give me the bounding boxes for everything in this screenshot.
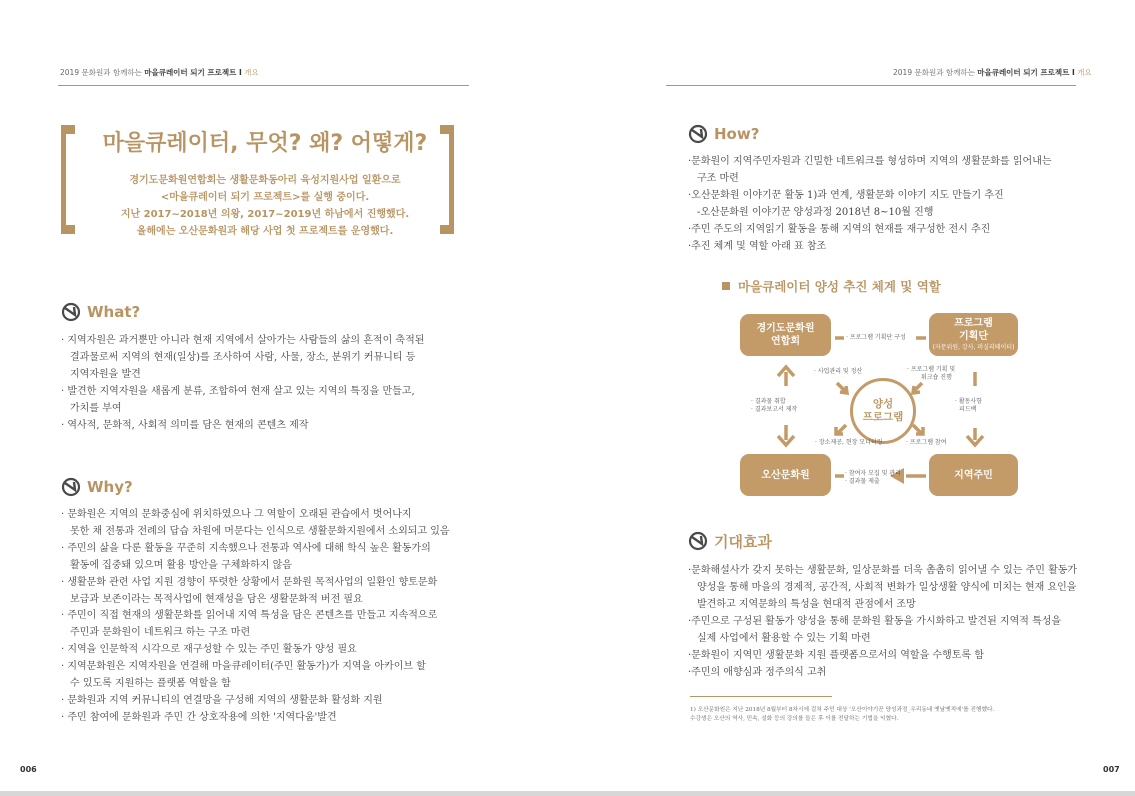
list-item: · 발견한 지역자원을 새롭게 분류, 조합하여 현재 살고 있는 지역의 특징을 만들고,: [61, 386, 415, 397]
center-training-program: [850, 378, 916, 444]
label-line: · 프로그램 기획 및: [907, 366, 956, 373]
footnote-rule: [690, 696, 832, 697]
section-mark-icon: [688, 531, 708, 551]
label-line: · 결과물 취합: [751, 398, 786, 405]
list-item: 실제 사업에서 활용할 수 있는 기획 마련: [697, 633, 871, 644]
node-label: 프로그램: [954, 318, 993, 329]
label-line: 워크숍 진행: [921, 374, 952, 381]
label-right: [955, 398, 982, 414]
label-top: · 프로그램 기획단 구성: [846, 334, 906, 341]
diagram-title-text: 마을큐레이터 양성 추진 체계 및 역할: [738, 279, 941, 294]
section-effect-heading: [688, 530, 772, 552]
node-label: 연합회: [771, 336, 800, 347]
page-number-left: 006: [20, 765, 37, 774]
list-item: 양성을 통해 마을의 경제적, 공간적, 사회적 변화가 일상생활 양식에 미치는 현재 요인을: [697, 582, 1077, 593]
running-header-right: 2019 문화원과 함께하는 마을큐레이터 되기 프로젝트 I 개요: [893, 68, 1092, 77]
list-item: · 문화원은 지역의 문화중심에 위치하였으나 그 역할이 오래된 관습에서 벗어나지: [61, 509, 412, 520]
intro-line: 지난 2017~2018년 의왕, 2017~2019년 하남에서 진행했다.: [120, 209, 410, 220]
list-item: 결과물로써 지역의 현재(일상)를 조사하여 사람, 사물, 장소, 분위기 커뮤니티 등: [70, 352, 416, 363]
list-item: · 주민이 직접 현재의 생활문화를 읽어내 지역 특성을 담은 콘텐츠를 만들고 지속적으로: [61, 610, 438, 622]
label-lower-left: · 장소제공, 현장 모니터링: [815, 439, 883, 446]
center-label: 프로그램: [862, 411, 904, 423]
list-item: 구조 마련: [697, 173, 739, 184]
intro-line: 경기도문화원연합회는 생활문화동아리 육성지원사업 일환으로: [129, 175, 401, 186]
list-item: · 지역문화원은 지역자원을 연결해 마을큐레이터(주민 활동가)가 지역을 아카이브 할: [61, 661, 426, 673]
node-label: 오산문화원: [761, 469, 810, 481]
intro-line: <마을큐레이터 되기 프로젝트>를 실행 중이다.: [160, 192, 370, 203]
section-why-title: Why?: [87, 478, 133, 496]
list-item: 지역자원을 발견: [70, 369, 141, 380]
list-item: · 주민 참여에 문화원과 주민 간 상호작용에 의한 '지역다움'발견: [61, 711, 337, 723]
list-item: 주민과 문화원이 네트워크 하는 구조 마련: [70, 627, 251, 639]
footnote-line: 1) 오산문화원은 지난 2018년 8월부터 8차시에 걸쳐 주민 대상 '오산이야기꾼 양성과정_우리동네 옛날옛적에'를 진행했다.: [690, 707, 995, 713]
node-label: 기획단: [959, 331, 988, 342]
center-label: 양성: [872, 398, 894, 410]
intro-title: 마을큐레이터, 무엇? 왜? 어떻게?: [102, 131, 428, 156]
effect-list: [688, 562, 1077, 681]
list-item: 발견하고 지역문화의 특성을 현대적 관점에서 조망: [697, 599, 916, 610]
list-item: ·추진 체계 및 역할 아래 표 참조: [688, 241, 827, 252]
section-how-title: How?: [714, 125, 760, 143]
list-item: 활동에 집중돼 있으며 활용 방안을 구체화하지 않음: [70, 559, 292, 571]
list-item: · 지역을 인문학적 시각으로 재구성할 수 있는 주민 활동가 양성 필요: [61, 644, 357, 656]
list-item: -오산문화원 이야기꾼 양성과정 2018년 8~10월 진행: [697, 207, 934, 218]
label-line: · 결과보고서 제작: [751, 406, 798, 413]
label-bottom: [845, 470, 901, 486]
list-item: ·주민으로 구성된 활동가 양성을 통해 문화원 활동을 가시화하고 발견된 지역적 특성을: [688, 616, 1062, 627]
node-label: 지역주민: [954, 469, 993, 481]
list-item: ·오산문화원 이야기꾼 활동 1)과 연계, 생활문화 이야기 지도 만들기 추진: [688, 190, 1004, 201]
footnote: [690, 706, 994, 724]
intro-line: 올해에는 오산문화원과 해당 사업 첫 프로젝트를 운영했다.: [136, 226, 394, 237]
label-line: 피드백: [959, 406, 977, 413]
node-gyeonggi-federation: [740, 314, 831, 356]
list-item: · 역사적, 문화적, 사회적 의미를 담은 현재의 콘텐츠 제작: [61, 420, 309, 431]
section-effect-title: 기대효과: [714, 532, 772, 551]
node-program-planning-team: [929, 313, 1018, 356]
label-left: [751, 398, 797, 414]
list-item: · 지역자원은 과거뿐만 아니라 현재 지역에서 살아가는 사람들의 삶의 흔적이 축적된: [61, 335, 425, 346]
running-header-left: 2019 문화원과 함께하는 마을큐레이터 되기 프로젝트 I 개요: [60, 68, 259, 77]
list-item: 가치를 부여: [70, 403, 122, 414]
list-item: 보급과 보존이라는 목적사업에 현재성을 담은 생활문화적 버전 필요: [70, 593, 363, 605]
list-item: ·주민 주도의 지역읽기 활동을 통해 지역의 현재를 재구성한 전시 추진: [688, 224, 991, 235]
label-line: · 참여자 모집 및 관리: [845, 470, 901, 477]
list-item: ·문화해설사가 갖지 못하는 생활문화, 일상문화를 더욱 촘촘히 읽어낼 수 있는 주민 활동가: [688, 565, 1078, 576]
label-lower-right: · 프로그램 참여: [906, 439, 947, 446]
page-number-right: 007: [1103, 765, 1120, 774]
list-item: · 문화원과 지역 커뮤니티의 연결망을 구성해 지역의 생활문화 활성화 지원: [61, 694, 383, 706]
list-item: ·문화원이 지역민 생활문화 지원 플랫폼으로서의 역할을 수행토록 함: [688, 650, 984, 661]
section-what-title: What?: [87, 303, 141, 321]
list-item: · 생활문화 관련 사업 지원 경향이 뚜렷한 상황에서 문화원 목적사업의 일환인 향토문화: [61, 576, 438, 588]
list-item: ·문화원이 지역주민자원과 긴밀한 네트워크를 형성하며 지역의 생활문화를 읽어내는: [688, 156, 1052, 167]
footnote-line: 수강생은 오산의 역사, 민속, 설화 등의 강의를 들은 후 이를 전달하는 기법을 익혔다.: [690, 716, 899, 722]
node-osan-cultural-center: [740, 454, 831, 496]
list-item: ·주민의 애향심과 정주의식 고취: [688, 667, 827, 678]
list-item: 못한 채 전통과 전례의 답습 차원에 머문다는 인식으로 생활문화지원에서 소외되고 있음: [70, 525, 450, 537]
label-upper-left: · 사업관리 및 정산: [814, 368, 863, 375]
node-local-residents: [929, 454, 1018, 496]
node-label: 경기도문화원: [756, 323, 815, 334]
list-item: · 주민의 삶을 다룬 활동을 꾸준히 지속했으나 전통과 역사에 대해 학식 높은 활동가의: [61, 542, 431, 554]
label-line: · 결과물 제출: [845, 478, 880, 485]
list-item: 수 있도록 지원하는 플랫폼 역할을 함: [70, 678, 231, 690]
label-line: · 활동사항: [955, 398, 982, 405]
label-upper-right: [907, 366, 955, 382]
node-sublabel: (자문위원, 강사, 퍼실리테이터): [932, 344, 1015, 351]
